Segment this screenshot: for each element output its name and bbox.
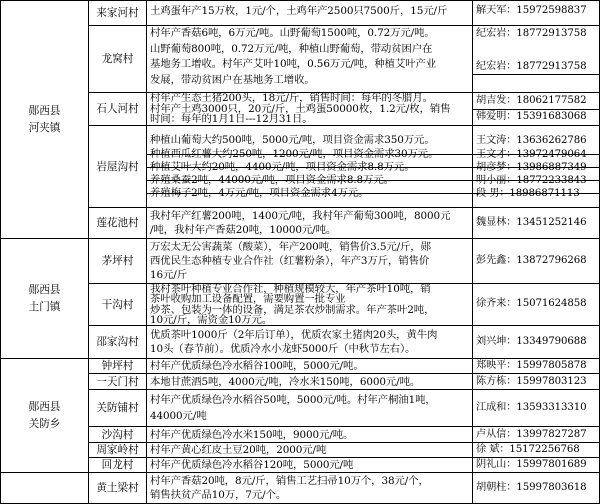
desc-line: 炒茶、包装为一体的设备，满足茶农炒制需求。年产茶叶2吨， bbox=[150, 303, 435, 316]
village-cell: 龙窝村 bbox=[101, 53, 134, 65]
contact-cell bbox=[473, 359, 599, 373]
rule bbox=[88, 373, 600, 374]
village-cell: 周家岭村 bbox=[96, 444, 139, 456]
desc-line: 44000元/吨 bbox=[150, 410, 207, 422]
contact-cell bbox=[473, 94, 599, 124]
desc-line: 种植西瓜红薯大约250吨，1200元/吨，项目资金需求30万元。 bbox=[150, 148, 439, 160]
town-name: 土门镇 bbox=[28, 300, 61, 313]
desc-line: 村年产优质绿色冷水稻谷100吨，5000元/吨。 bbox=[150, 360, 364, 372]
rule bbox=[88, 125, 600, 126]
contact-cell bbox=[473, 216, 599, 230]
desc-cell bbox=[147, 474, 472, 502]
town-name: 郧西县 bbox=[28, 400, 61, 413]
contact-cell bbox=[473, 254, 599, 268]
desc-line: 山野葡萄800吨，0.72万元/吨，种植山野葡萄，带动贫困户在 bbox=[150, 42, 433, 55]
contact-cell bbox=[473, 443, 599, 457]
rule bbox=[472, 74, 600, 75]
village-cell: 邵家沟村 bbox=[96, 336, 139, 348]
desc-line: 村年产生态土猪200头，18元/斤，销售时间：每年的冬腊月。 bbox=[150, 93, 433, 104]
desc-line: 西优民生态种植专业合作社（红薯粉条），年产3万斤，销售价 bbox=[150, 255, 430, 267]
desc-cell bbox=[147, 375, 472, 389]
contact-cell bbox=[473, 375, 599, 389]
rule bbox=[88, 207, 600, 208]
contact-line: 江成和：13593313310 bbox=[476, 402, 587, 413]
desc-cell bbox=[147, 134, 472, 200]
town-name: 郧西县 bbox=[28, 104, 61, 117]
village-cell: 沙沟村 bbox=[101, 428, 134, 441]
desc-line: 种植山葡萄大约500吨，5000元/吨，项目资金需求350万元。 bbox=[150, 134, 435, 146]
desc-cell bbox=[147, 392, 472, 424]
desc-cell bbox=[147, 284, 472, 325]
contact-line: 纪宏岩：18772913758 bbox=[476, 60, 587, 72]
desc-line: 土鸡蛋年产15万枚，1元/个，土鸡年产2500只7500斤，15元/斤 bbox=[150, 5, 448, 17]
desc-line: 10元/斤，需资金10万元。 bbox=[150, 313, 273, 326]
desc-line: 时间：每年的1月1日---12月31日。 bbox=[150, 113, 313, 125]
town-cell bbox=[1, 1, 88, 238]
desc-line: 基地务工增收。村年产艾叶10吨，0.56万元/吨，种植艾叶产业 bbox=[150, 58, 437, 70]
desc-cell bbox=[147, 4, 472, 18]
village-cell: 黄土梁村 bbox=[96, 482, 139, 494]
contact-line: 郑映平：15997805878 bbox=[476, 360, 587, 371]
contact-cell bbox=[473, 401, 599, 415]
desc-line: 村年产香菇6吨，6万元/吨。山野葡萄1500吨，0.72万元/吨。 bbox=[150, 27, 435, 39]
town-name: 关防乡 bbox=[28, 417, 61, 430]
desc-cell bbox=[147, 26, 472, 88]
contact-line: 刘兴坤：13349790688 bbox=[476, 336, 587, 347]
village-cell: 钟坪村 bbox=[101, 360, 134, 372]
desc-line: 养殖桑蚕2吨，44000元/吨，项目资金需求8.8万元。 bbox=[150, 174, 394, 186]
desc-line: 村年产优质绿色冷水米150吨，9000元/吨。 bbox=[150, 429, 354, 441]
village-cell: 来家河村 bbox=[96, 7, 139, 19]
desc-cell bbox=[147, 458, 472, 472]
desc-line: 我村年产红薯200吨，1400元/吨，我村年产葡萄300吨，8000元 bbox=[150, 210, 451, 222]
desc-line: 发展，带动贫困户在基地务工增收。 bbox=[150, 73, 315, 86]
contact-line: 纪宏岩：18772913758 bbox=[476, 28, 587, 39]
contact-line: 彭先鑫：13872796268 bbox=[476, 255, 587, 266]
desc-line: 茶叶收购加工设备配置，需要购置一批专业 bbox=[150, 293, 346, 306]
town-name: 河夹镇 bbox=[28, 121, 61, 134]
contact-line: 胡彦梦：13986887349 bbox=[476, 162, 587, 173]
desc-line: 村年产优质绿色冷水稻谷120吨，5000元/吨 bbox=[150, 459, 354, 471]
town-name: 郧西县 bbox=[28, 283, 61, 296]
desc-cell bbox=[147, 209, 472, 237]
contact-line: 魏显林：13451252146 bbox=[476, 217, 587, 228]
desc-cell bbox=[147, 240, 472, 282]
contact-line: 胡朝柱：15997803618 bbox=[476, 482, 587, 493]
desc-line: 种植艾叶大约20吨，4400元/吨，项目资金需求8.8万元。 bbox=[150, 161, 415, 173]
town-cell bbox=[1, 239, 88, 358]
rule bbox=[88, 389, 600, 390]
village-cell: 石人河村 bbox=[96, 103, 139, 115]
desc-line: 养殖梅子2吨，4万元/吨，项目资金需求4万元。 bbox=[150, 187, 369, 199]
contact-line: 胡吉发：18062177582 bbox=[476, 95, 587, 106]
contact-line: 徐齐来：15071624858 bbox=[476, 298, 587, 309]
contact-line: 陈方栋：15997803123 bbox=[476, 376, 587, 387]
desc-cell bbox=[147, 328, 472, 356]
village-cell: 关防铺村 bbox=[96, 402, 139, 414]
desc-line: 优质茶叶1000斤（2年后订单），优质农家土猪肉20头，黄牛肉 bbox=[150, 329, 438, 341]
contact-cell bbox=[473, 458, 599, 472]
contact-line: 卢从信：13997827287 bbox=[476, 429, 587, 440]
desc-line: 村年产优质绿色冷水稻谷50吨，5000元/吨。村年产桐油1吨， bbox=[150, 394, 436, 406]
desc-line: /吨，我村年产香菇20吨，10000元/吨。 bbox=[150, 224, 337, 236]
contact-cell bbox=[473, 335, 599, 349]
contact-spacer bbox=[476, 42, 599, 59]
village-cell: 莲花池村 bbox=[96, 217, 139, 229]
contact-line: 王文涛：13636262786 bbox=[476, 135, 587, 146]
desc-line: 村年产香菇20吨，8元/斤，销售工艺扫帚10万个，38元/个， bbox=[150, 475, 429, 487]
rule bbox=[88, 426, 600, 427]
desc-line: 10头（春节前）。优质冷水小龙虾5000斤（中秋节左右）。 bbox=[150, 343, 416, 355]
town-cell bbox=[1, 359, 88, 472]
contact-line: 徐 斌：15172256768 bbox=[476, 444, 580, 455]
village-cell: 茅坪村 bbox=[101, 255, 134, 267]
contact-line: 解天军：15972598837 bbox=[476, 5, 587, 16]
contact-line: 明小丽：18772233843 bbox=[476, 175, 587, 186]
contact-cell bbox=[473, 4, 599, 18]
contact-line: 阴礼山：15997801689 bbox=[476, 459, 587, 470]
desc-cell bbox=[147, 359, 472, 373]
desc-line: 本地甘蔗酒5吨，4000元/吨，冷水米150吨，6000元/吨。 bbox=[150, 376, 421, 388]
contact-line: 王文才：13972479064 bbox=[476, 149, 587, 160]
desc-line: 销售扶贫产品10万，7元/个。 bbox=[150, 489, 287, 501]
desc-cell bbox=[147, 93, 472, 125]
desc-line: 我村茶叶种植专业合作社，种植规模较大，年产茶叶10吨，销 bbox=[150, 284, 431, 295]
desc-line: 万宏太无公害蔬菜（酸菜），年产200吨，销售价3.5元/斤，郧 bbox=[150, 241, 431, 253]
contact-line: 韩爱明：15391683068 bbox=[476, 111, 587, 122]
desc-line: 16元/斤 bbox=[150, 269, 188, 281]
contact-cell bbox=[473, 134, 599, 200]
contact-line: 段 男：18986871113 bbox=[476, 188, 580, 199]
village-cell: 回龙村 bbox=[101, 459, 134, 471]
village-cell: 干沟村 bbox=[101, 298, 134, 311]
village-cell: 岩屋沟村 bbox=[96, 160, 139, 173]
contact-cell bbox=[473, 26, 599, 74]
village-cell: 一天门村 bbox=[96, 375, 139, 388]
desc-line: 村年产黄心红皮土豆20吨，2000元/吨 bbox=[150, 444, 327, 456]
contact-cell bbox=[473, 297, 599, 311]
desc-cell bbox=[147, 428, 472, 442]
desc-line: 村年产土鸡3000只，20元/斤，土鸡蛋50000枚，1.2元/枚，销售 bbox=[150, 102, 451, 115]
contact-cell bbox=[473, 428, 599, 442]
desc-cell bbox=[147, 443, 472, 457]
contact-cell bbox=[473, 481, 599, 495]
